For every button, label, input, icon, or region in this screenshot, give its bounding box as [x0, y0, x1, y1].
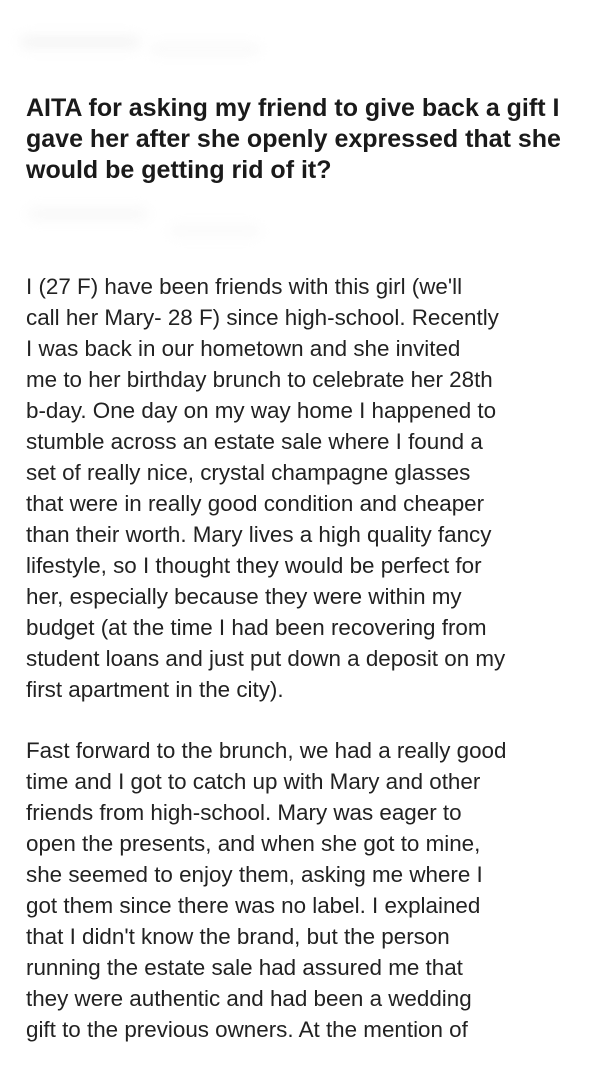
- text-line: gift to the previous owners. At the mention of: [26, 1017, 468, 1042]
- post-title: AITA for asking my friend to give back a gift I gave her after she openly expressed that she would be getting rid of it?: [26, 94, 561, 184]
- post-body: [26, 271, 601, 1075]
- text-line: call her Mary- 28 F) since high-school. Recently: [26, 305, 499, 330]
- text-line: student loans and just put down a deposit on my: [26, 646, 506, 671]
- text-line: she seemed to enjoy them, asking me where I: [26, 862, 483, 887]
- text-line: that I didn't know the brand, but the person: [26, 924, 450, 949]
- text-line: open the presents, and when she got to mine,: [26, 831, 481, 856]
- blurred-meta-text: [28, 208, 148, 220]
- text-line: b-day. One day on my way home I happened to: [26, 398, 497, 423]
- text-line: first apartment in the city).: [26, 677, 284, 702]
- blurred-header-text: [150, 44, 260, 54]
- text-line: got them since there was no label. I explained: [26, 893, 481, 918]
- text-line: than their worth. Mary lives a high quality fancy: [26, 522, 492, 547]
- text-line: stumble across an estate sale where I found a: [26, 429, 483, 454]
- text-line: Fast forward to the brunch, we had a really good: [26, 738, 507, 763]
- text-line: I was back in our hometown and she invited: [26, 336, 461, 361]
- post-paragraph: [26, 735, 601, 1045]
- post-paragraph: [26, 271, 601, 705]
- text-line: time and I got to catch up with Mary and other: [26, 769, 481, 794]
- text-line: running the estate sale had assured me that: [26, 955, 463, 980]
- blurred-meta-text: [170, 226, 260, 236]
- text-line: set of really nice, crystal champagne glasses: [26, 460, 471, 485]
- text-line: lifestyle, so I thought they would be perfect for: [26, 553, 482, 578]
- blurred-header-text: [20, 36, 140, 48]
- text-line: I (27 F) have been friends with this girl (we'll: [26, 274, 463, 299]
- text-line: they were authentic and had been a wedding: [26, 986, 472, 1011]
- text-line: me to her birthday brunch to celebrate her 28th: [26, 367, 493, 392]
- text-line: her, especially because they were within my: [26, 584, 462, 609]
- text-line: budget (at the time I had been recovering from: [26, 615, 487, 640]
- text-line: friends from high-school. Mary was eager to: [26, 800, 462, 825]
- text-line: that were in really good condition and cheaper: [26, 491, 485, 516]
